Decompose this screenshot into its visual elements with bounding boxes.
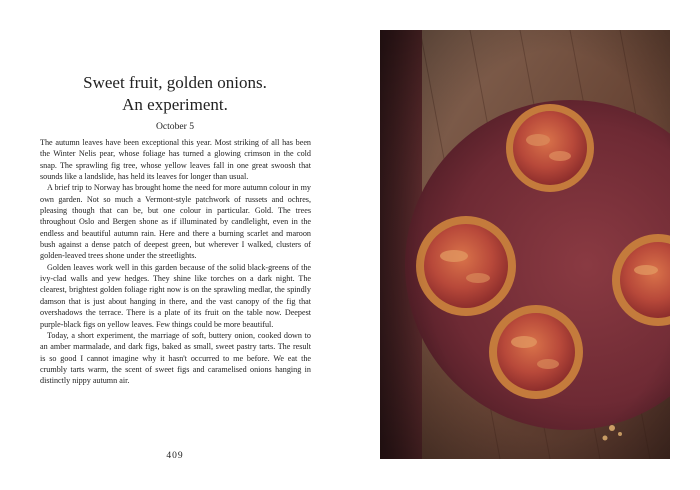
body-paragraph-1: The autumn leaves have been exceptional this year. Most striking of all has been the Winter Nelis pear, whose foliage has turned a glowing crimson in the cold snap. The sprawling fig tree, whose yellow leaves fall in one great swoosh that sounds like a landslide, has held its leaves for longer than usual. [40,138,311,182]
entry-date: October 5 [155,121,195,132]
body-text [40,137,311,387]
page-number: 409 [166,451,184,461]
tart-photograph [380,30,670,459]
body-paragraph-4: Today, a short experiment, the marriage of soft, buttery onion, cooked down to an amber marmalade, and dark figs, baked as small, sweet pastry tarts. The result is so good I cannot imagine why it hasn't occurred to me before. We eat the crumbly tarts warm, the scent of sweet figs and caramelised onions hanging in distinctly nippy autumn air. [40,330,311,386]
chapter-title [40,72,310,116]
photo-vignette [380,30,670,459]
body-paragraph-3: Golden leaves work well in this garden because of the solid black-greens of the ivy-clad walls and yew hedges. They shine like torches on a dark night. The clearest, brightest golden foliage right now is on the sprawling medlar, the spindly damson that is just about hanging in there, and the vast canopy of the fig that overshadows the terrace. There is a plate of its fruit on the table now. Deepest purple-black figs on yellow leaves. Few things could be more beautiful. [40,262,311,329]
tart-photo-illustration [380,30,670,459]
body-paragraph-2: A brief trip to Norway has brought home the need for more autumn colour in my own garden. Not so much a Vermont-style patchwork of russets and ochres, pleasing though that can be, but one colour in particular. Gold. The trees throughout Oslo and Bergen shone as if illuminated by candlelight, even in the endless and beautiful autumn rain. Here and there a burning scarlet and maroon bush against a dense patch of deepest green, but wherever I walked, clusters of golden-leaved trees shone under the streetlights. [40,183,311,261]
chapter-title-line-2: An experiment. [122,95,228,114]
chapter-title-line-1: Sweet fruit, golden onions. [83,73,267,92]
